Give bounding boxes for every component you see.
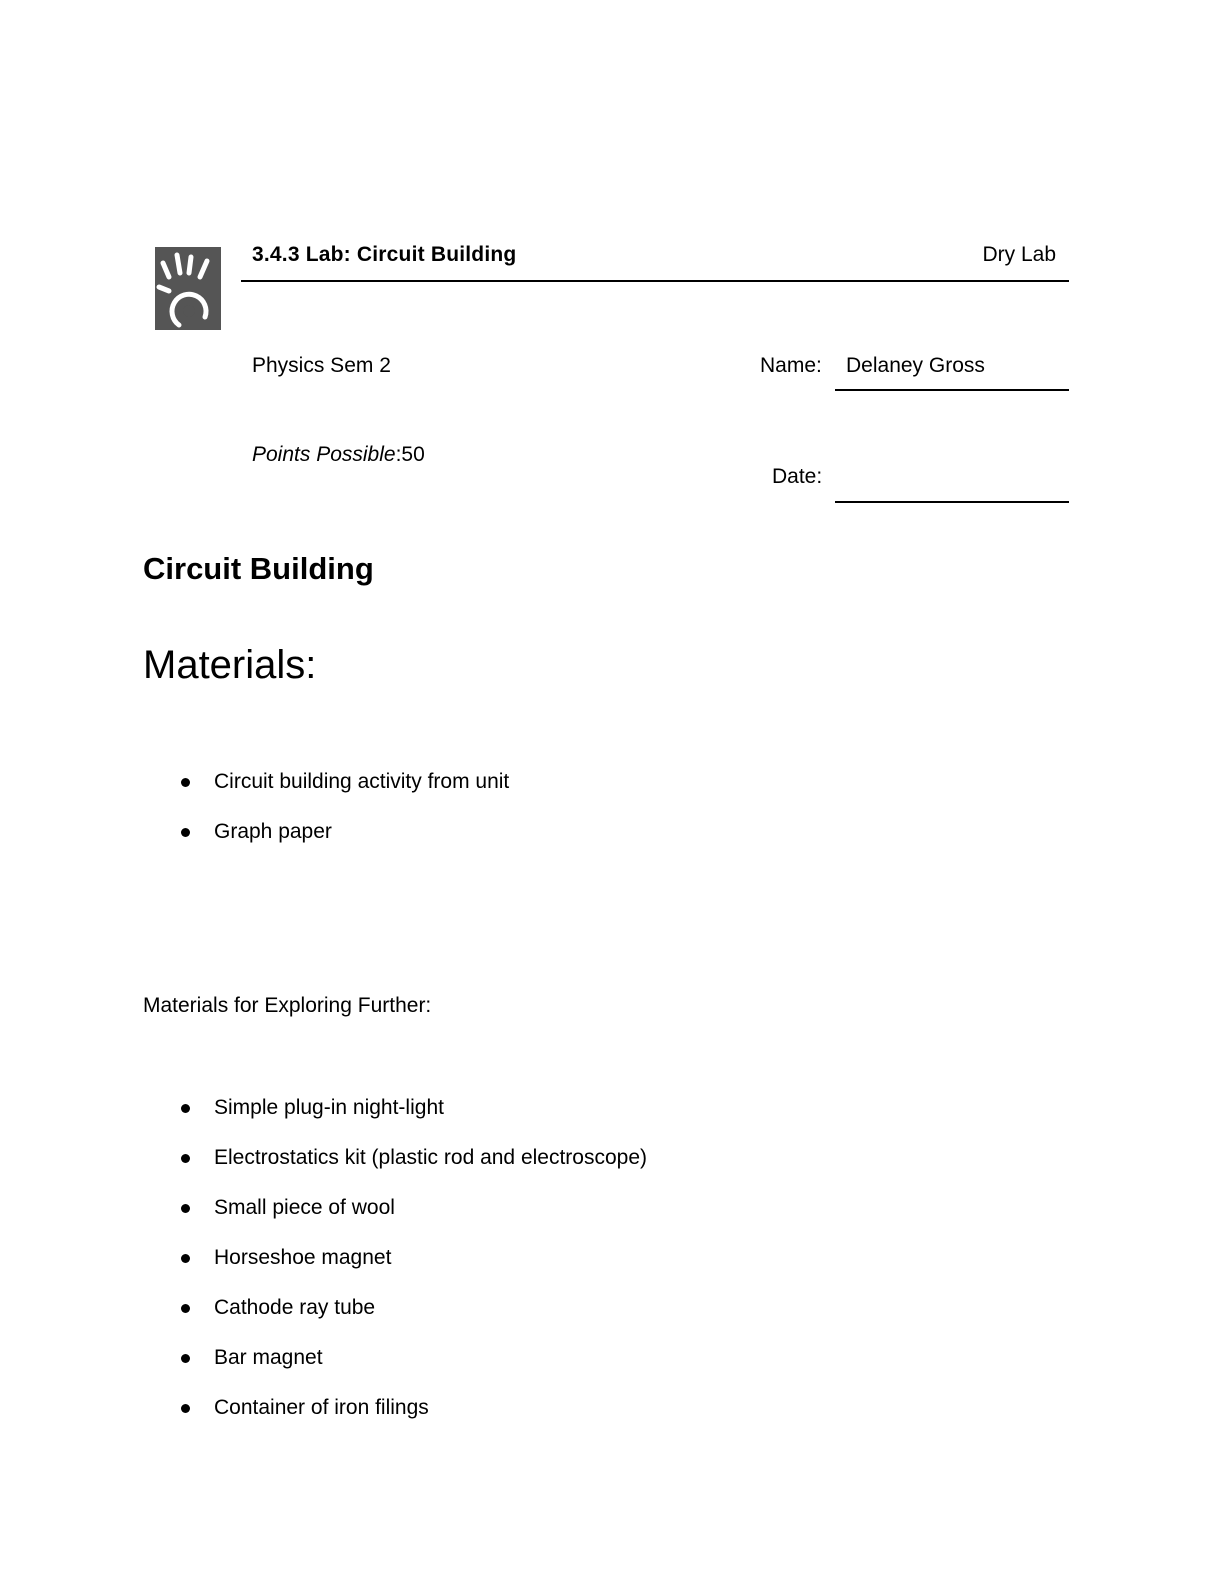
course-name: Physics Sem 2 bbox=[252, 354, 391, 377]
list-item-text: Electrostatics kit (plastic rod and electroscope) bbox=[214, 1146, 648, 1169]
date-label: Date: bbox=[772, 465, 823, 488]
list-item bbox=[178, 1295, 647, 1345]
list-item-text: Circuit building activity from unit bbox=[214, 770, 510, 793]
list-item-text: Small piece of wool bbox=[214, 1196, 395, 1219]
bullet-icon bbox=[181, 778, 190, 787]
bullet-icon bbox=[181, 1254, 190, 1263]
sunburst-logo-icon bbox=[155, 247, 221, 330]
list-item bbox=[178, 819, 509, 869]
further-materials-heading: Materials for Exploring Further: bbox=[143, 994, 432, 1017]
list-item bbox=[178, 1345, 647, 1395]
document-title: Circuit Building bbox=[143, 551, 374, 586]
name-underline bbox=[835, 389, 1069, 391]
list-item-text: Bar magnet bbox=[214, 1346, 323, 1369]
list-item-text: Container of iron filings bbox=[214, 1396, 429, 1419]
list-item bbox=[178, 1245, 647, 1295]
points-possible bbox=[252, 443, 425, 467]
list-item-text: Cathode ray tube bbox=[214, 1296, 376, 1319]
materials-heading: Materials: bbox=[143, 643, 317, 687]
list-item bbox=[178, 1195, 647, 1245]
list-item bbox=[178, 769, 509, 819]
name-field[interactable]: Delaney Gross bbox=[846, 354, 985, 377]
list-item-text: Horseshoe magnet bbox=[214, 1246, 392, 1269]
bullet-icon bbox=[181, 1154, 190, 1163]
lab-type: Dry Lab bbox=[982, 243, 1056, 266]
bullet-icon bbox=[181, 1404, 190, 1413]
list-item bbox=[178, 1395, 647, 1445]
further-materials-list bbox=[178, 1095, 647, 1445]
bullet-icon bbox=[181, 1354, 190, 1363]
points-value: :50 bbox=[395, 443, 425, 466]
date-field[interactable] bbox=[835, 501, 1069, 503]
list-item-text: Graph paper bbox=[214, 820, 332, 843]
bullet-icon bbox=[181, 828, 190, 837]
bullet-icon bbox=[181, 1104, 190, 1113]
list-item bbox=[178, 1145, 647, 1195]
list-item bbox=[178, 1095, 647, 1145]
lab-title: 3.4.3 Lab: Circuit Building bbox=[252, 243, 517, 266]
list-item-text: Simple plug-in night-light bbox=[214, 1096, 444, 1119]
bullet-icon bbox=[181, 1204, 190, 1213]
materials-list bbox=[178, 769, 509, 869]
header-divider bbox=[241, 280, 1069, 282]
name-label: Name: bbox=[760, 354, 822, 377]
points-label: Points Possible bbox=[252, 443, 396, 466]
bullet-icon bbox=[181, 1304, 190, 1313]
